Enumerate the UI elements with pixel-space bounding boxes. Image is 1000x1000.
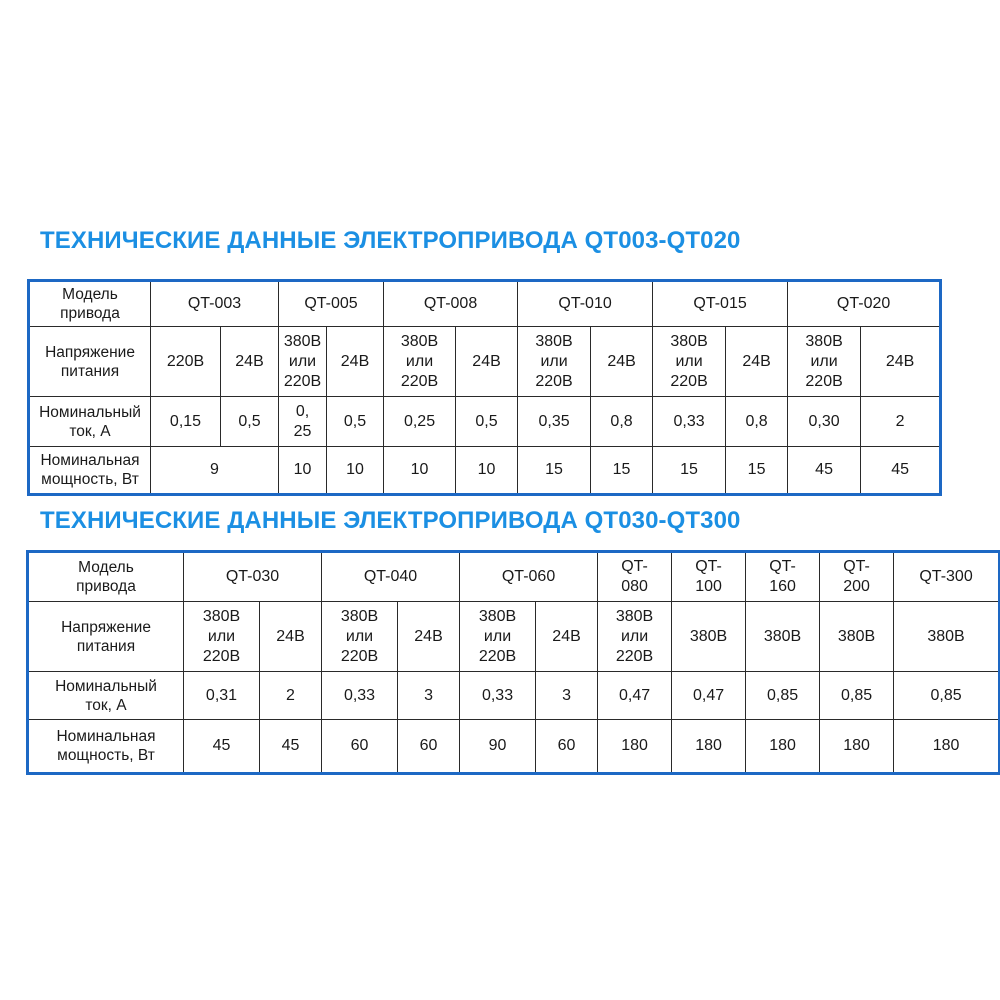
label-current: Номинальный ток, А: [29, 397, 151, 447]
model-cell: QT-060: [460, 552, 598, 602]
power-cell: 15: [653, 447, 726, 495]
power-cell: 15: [726, 447, 788, 495]
table-row-power: [28, 720, 1000, 774]
current-cell: 2: [861, 397, 941, 447]
voltage-cell: 24В: [726, 327, 788, 397]
model-cell: QT-020: [788, 281, 941, 327]
table1-title: ТЕХНИЧЕСКИЕ ДАННЫЕ ЭЛЕКТРОПРИВОДА QT003-QT020: [40, 227, 741, 254]
model-cell: QT-003: [151, 281, 279, 327]
model-cell: QT- 200: [820, 552, 894, 602]
voltage-cell: 24В: [221, 327, 279, 397]
power-cell: 90: [460, 720, 536, 774]
label-power: Номинальная мощность, Вт: [28, 720, 184, 774]
table-row-current: [29, 397, 941, 447]
model-cell: QT-040: [322, 552, 460, 602]
current-cell: 2: [260, 672, 322, 720]
current-cell: 0,47: [598, 672, 672, 720]
label-current: Номинальный ток, А: [28, 672, 184, 720]
power-cell: 60: [536, 720, 598, 774]
current-cell: 0,5: [456, 397, 518, 447]
power-cell: 180: [598, 720, 672, 774]
power-cell: 10: [279, 447, 327, 495]
current-cell: 0,8: [726, 397, 788, 447]
model-cell: QT-005: [279, 281, 384, 327]
current-cell: 0,35: [518, 397, 591, 447]
current-cell: 3: [398, 672, 460, 720]
power-cell: 45: [260, 720, 322, 774]
label-voltage: Напряжение питания: [28, 602, 184, 672]
voltage-cell: 24В: [260, 602, 322, 672]
voltage-cell: 24В: [861, 327, 941, 397]
model-cell: QT- 080: [598, 552, 672, 602]
voltage-cell: 24В: [398, 602, 460, 672]
power-cell: 15: [591, 447, 653, 495]
current-cell: 0,85: [820, 672, 894, 720]
voltage-cell: 380В или 220В: [653, 327, 726, 397]
power-cell: 180: [820, 720, 894, 774]
power-cell: 180: [894, 720, 1000, 774]
table-row-model: [29, 281, 941, 327]
power-cell: 60: [322, 720, 398, 774]
power-cell: 9: [151, 447, 279, 495]
label-power: Номинальная мощность, Вт: [29, 447, 151, 495]
current-cell: 0,33: [322, 672, 398, 720]
table-row-model: [28, 552, 1000, 602]
voltage-cell: 380В: [820, 602, 894, 672]
current-cell: 0,8: [591, 397, 653, 447]
model-cell: QT-300: [894, 552, 1000, 602]
power-cell: 45: [184, 720, 260, 774]
voltage-cell: 380В или 220В: [788, 327, 861, 397]
model-cell: QT-015: [653, 281, 788, 327]
current-cell: 0,85: [746, 672, 820, 720]
voltage-cell: 380В: [746, 602, 820, 672]
voltage-cell: 380В: [894, 602, 1000, 672]
voltage-cell: 380В или 220В: [184, 602, 260, 672]
current-cell: 0,25: [384, 397, 456, 447]
voltage-cell: 380В или 220В: [322, 602, 398, 672]
current-cell: 0,5: [221, 397, 279, 447]
power-cell: 45: [788, 447, 861, 495]
voltage-cell: 24В: [536, 602, 598, 672]
power-cell: 180: [746, 720, 820, 774]
power-cell: 180: [672, 720, 746, 774]
current-cell: 0, 25: [279, 397, 327, 447]
power-cell: 10: [384, 447, 456, 495]
voltage-cell: 220В: [151, 327, 221, 397]
table-row-voltage: [28, 602, 1000, 672]
model-cell: QT-010: [518, 281, 653, 327]
power-cell: 10: [456, 447, 518, 495]
model-cell: QT-030: [184, 552, 322, 602]
voltage-cell: 380В или 220В: [460, 602, 536, 672]
current-cell: 0,5: [327, 397, 384, 447]
spec-table-qt003-qt020: [27, 279, 942, 496]
voltage-cell: 380В или 220В: [518, 327, 591, 397]
label-model: Модель привода: [28, 552, 184, 602]
label-voltage: Напряжение питания: [29, 327, 151, 397]
table-row-voltage: [29, 327, 941, 397]
voltage-cell: 24В: [456, 327, 518, 397]
voltage-cell: 380В или 220В: [279, 327, 327, 397]
voltage-cell: 380В или 220В: [384, 327, 456, 397]
current-cell: 0,15: [151, 397, 221, 447]
model-cell: QT-008: [384, 281, 518, 327]
current-cell: 0,33: [653, 397, 726, 447]
voltage-cell: 24В: [327, 327, 384, 397]
current-cell: 0,31: [184, 672, 260, 720]
label-model: Модель привода: [29, 281, 151, 327]
voltage-cell: 380В: [672, 602, 746, 672]
current-cell: 0,85: [894, 672, 1000, 720]
current-cell: 0,30: [788, 397, 861, 447]
current-cell: 3: [536, 672, 598, 720]
spec-table-qt030-qt300: [26, 550, 1000, 775]
voltage-cell: 380В или 220В: [598, 602, 672, 672]
power-cell: 45: [861, 447, 941, 495]
voltage-cell: 24В: [591, 327, 653, 397]
model-cell: QT- 100: [672, 552, 746, 602]
current-cell: 0,47: [672, 672, 746, 720]
table2-title: ТЕХНИЧЕСКИЕ ДАННЫЕ ЭЛЕКТРОПРИВОДА QT030-QT300: [40, 507, 741, 534]
table-row-current: [28, 672, 1000, 720]
model-cell: QT- 160: [746, 552, 820, 602]
current-cell: 0,33: [460, 672, 536, 720]
power-cell: 10: [327, 447, 384, 495]
power-cell: 15: [518, 447, 591, 495]
table-row-power: [29, 447, 941, 495]
power-cell: 60: [398, 720, 460, 774]
